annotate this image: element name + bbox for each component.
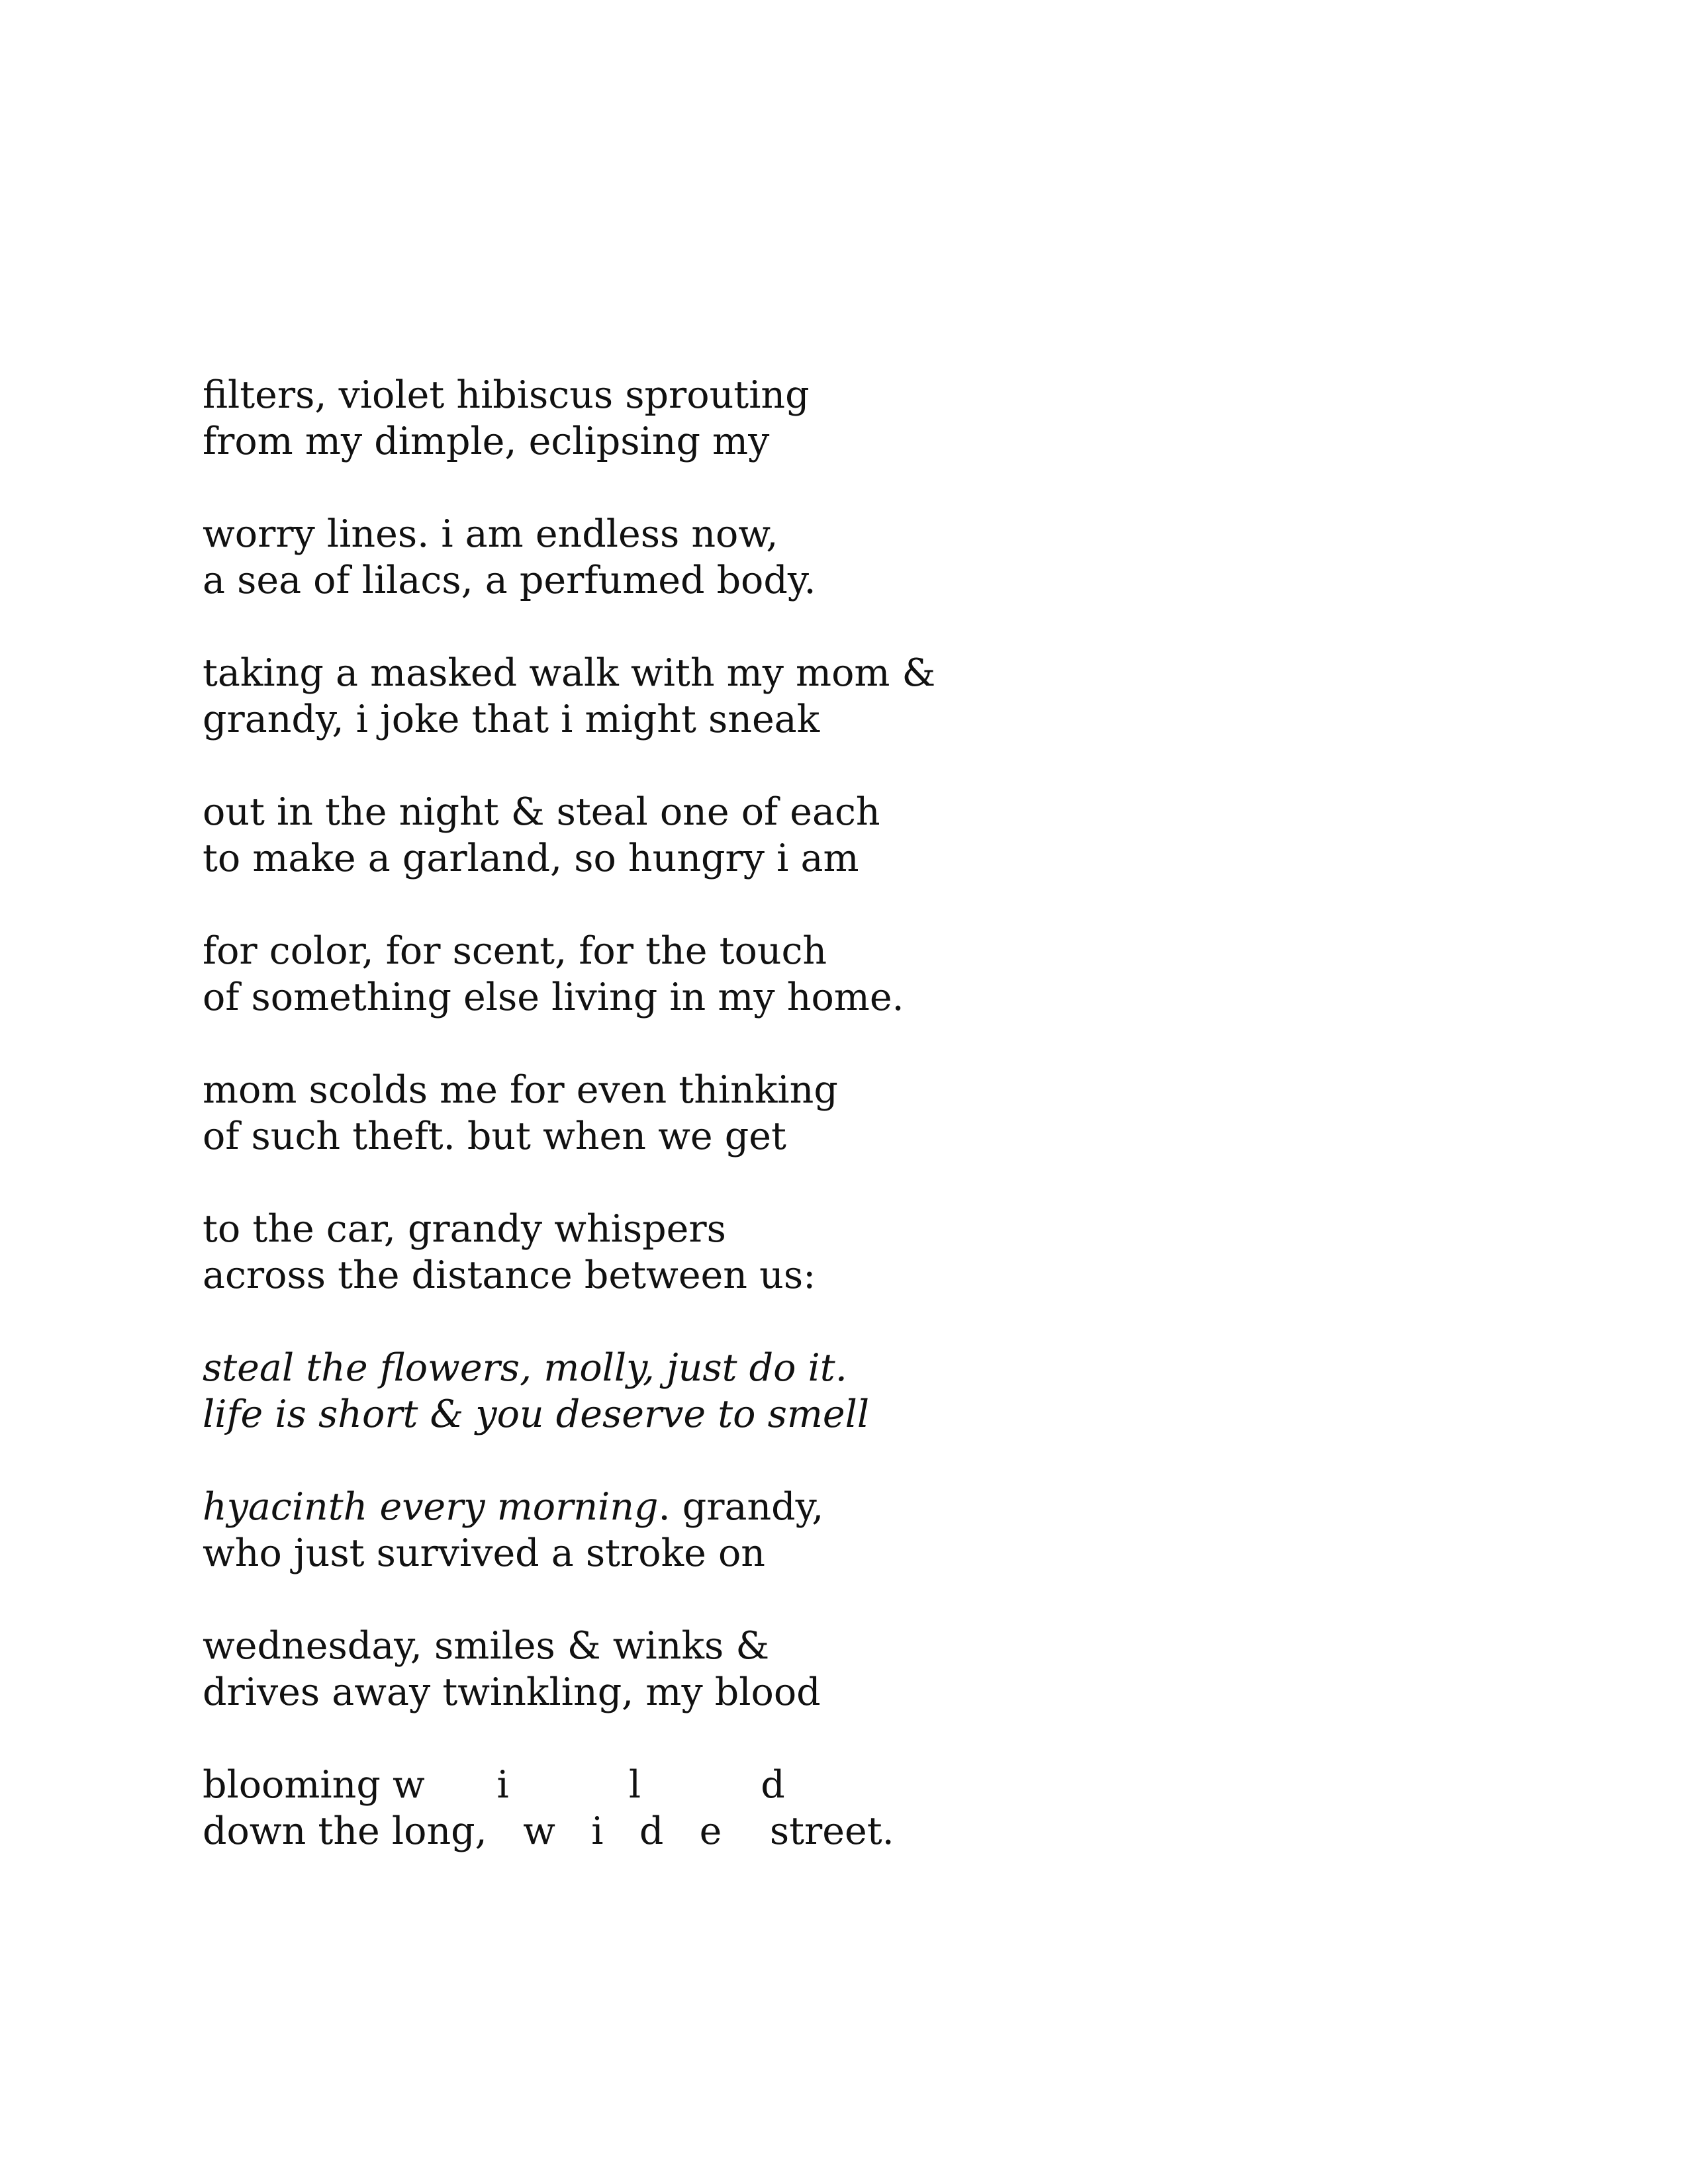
poem-line: taking a masked walk with my mom & bbox=[203, 651, 936, 695]
poem-line: of such theft. but when we get bbox=[203, 1115, 786, 1158]
stanza-5 bbox=[203, 928, 1460, 1021]
poem-line bbox=[203, 1484, 1460, 1530]
poem-line: for color, for scent, for the touch bbox=[203, 929, 827, 973]
poem-line: of something else living in my home. bbox=[203, 976, 904, 1019]
poem-line: from my dimple, eclipsing my bbox=[203, 420, 770, 463]
stanza-9 bbox=[203, 1484, 1460, 1576]
poem-body bbox=[203, 372, 1460, 1901]
poem-line-tail: . grandy, bbox=[658, 1485, 824, 1529]
stanza-10 bbox=[203, 1623, 1460, 1715]
stanza-7 bbox=[203, 1206, 1460, 1298]
stanza-4 bbox=[203, 789, 1460, 882]
poem-line: filters, violet hibiscus sprouting bbox=[203, 373, 810, 417]
poem-line: drives away twinkling, my blood bbox=[203, 1670, 821, 1714]
stanza-1 bbox=[203, 372, 1460, 465]
stanza-2 bbox=[203, 511, 1460, 604]
poem-line-spaced: down the long, w i d e street. bbox=[203, 1809, 894, 1853]
stanza-6 bbox=[203, 1067, 1460, 1160]
poem-line: across the distance between us: bbox=[203, 1253, 816, 1297]
poem-line-italic: steal the flowers, molly, just do it. bbox=[203, 1346, 847, 1390]
poem-line-spaced: blooming w i l d bbox=[203, 1763, 785, 1807]
poem-line-italic: life is short & you deserve to smell bbox=[203, 1392, 870, 1436]
poem-line: to make a garland, so hungry i am bbox=[203, 837, 859, 880]
poem-line: grandy, i joke that i might sneak bbox=[203, 698, 820, 741]
stanza-11-final bbox=[203, 1762, 1460, 1854]
stanza-8-italic-quote bbox=[203, 1345, 1460, 1437]
stanza-3 bbox=[203, 650, 1460, 743]
poem-line: to the car, grandy whispers bbox=[203, 1207, 726, 1251]
poem-line: worry lines. i am endless now, bbox=[203, 512, 778, 556]
poem-line: out in the night & steal one of each bbox=[203, 790, 880, 834]
poem-italic-phrase: hyacinth every morning bbox=[203, 1485, 659, 1529]
poem-line: wednesday, smiles & winks & bbox=[203, 1624, 770, 1668]
poem-line: who just survived a stroke on bbox=[203, 1531, 766, 1575]
poem-line: mom scolds me for even thinking bbox=[203, 1068, 838, 1112]
poem-line: a sea of lilacs, a perfumed body. bbox=[203, 559, 816, 602]
